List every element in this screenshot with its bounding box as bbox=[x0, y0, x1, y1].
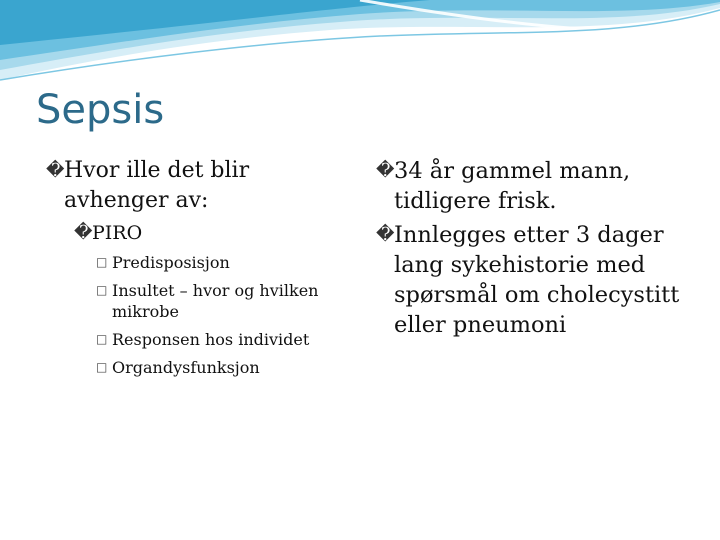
header-wave-decoration bbox=[0, 0, 720, 90]
bullet-level1 bbox=[46, 156, 346, 216]
left-column bbox=[46, 156, 346, 378]
bullet-text: Innlegges etter 3 dager lang sykehistorie med spørsmål om cholecystitt eller pneumoni bbox=[394, 222, 680, 338]
sub-bullet-text: Organdysfunksjon bbox=[112, 358, 260, 377]
checkbox-bullet-icon: □ bbox=[96, 283, 108, 297]
bullet-glyph: � bbox=[46, 160, 65, 181]
checkbox-bullet-icon: □ bbox=[96, 255, 108, 269]
bullet-glyph: � bbox=[376, 224, 395, 245]
checkbox-bullet-icon: □ bbox=[96, 332, 108, 346]
sub-bullet-text: Insultet – hvor og hvilken mikrobe bbox=[112, 281, 319, 321]
bullet-level2 bbox=[74, 220, 346, 246]
bullet-glyph: � bbox=[376, 160, 395, 181]
sub-bullet-item bbox=[96, 280, 346, 322]
slide-title: Sepsis bbox=[36, 87, 165, 133]
sub-bullet-item bbox=[96, 329, 346, 350]
sub-bullet-text: Predisposisjon bbox=[112, 253, 230, 272]
bullet-level1 bbox=[376, 156, 696, 216]
right-column bbox=[376, 156, 696, 340]
sub-bullet-item bbox=[96, 252, 346, 273]
bullet-text: Hvor ille det blir avhenger av: bbox=[64, 158, 250, 213]
bullet-glyph: � bbox=[74, 222, 93, 243]
sub-bullet-item bbox=[96, 357, 346, 378]
bullet-text: 34 år gammel mann, tidligere frisk. bbox=[394, 158, 631, 214]
bullet-text: PIRO bbox=[92, 222, 143, 244]
bullet-level1 bbox=[376, 220, 696, 340]
checkbox-bullet-icon: □ bbox=[96, 360, 108, 374]
sub-bullet-text: Responsen hos individet bbox=[112, 330, 310, 349]
